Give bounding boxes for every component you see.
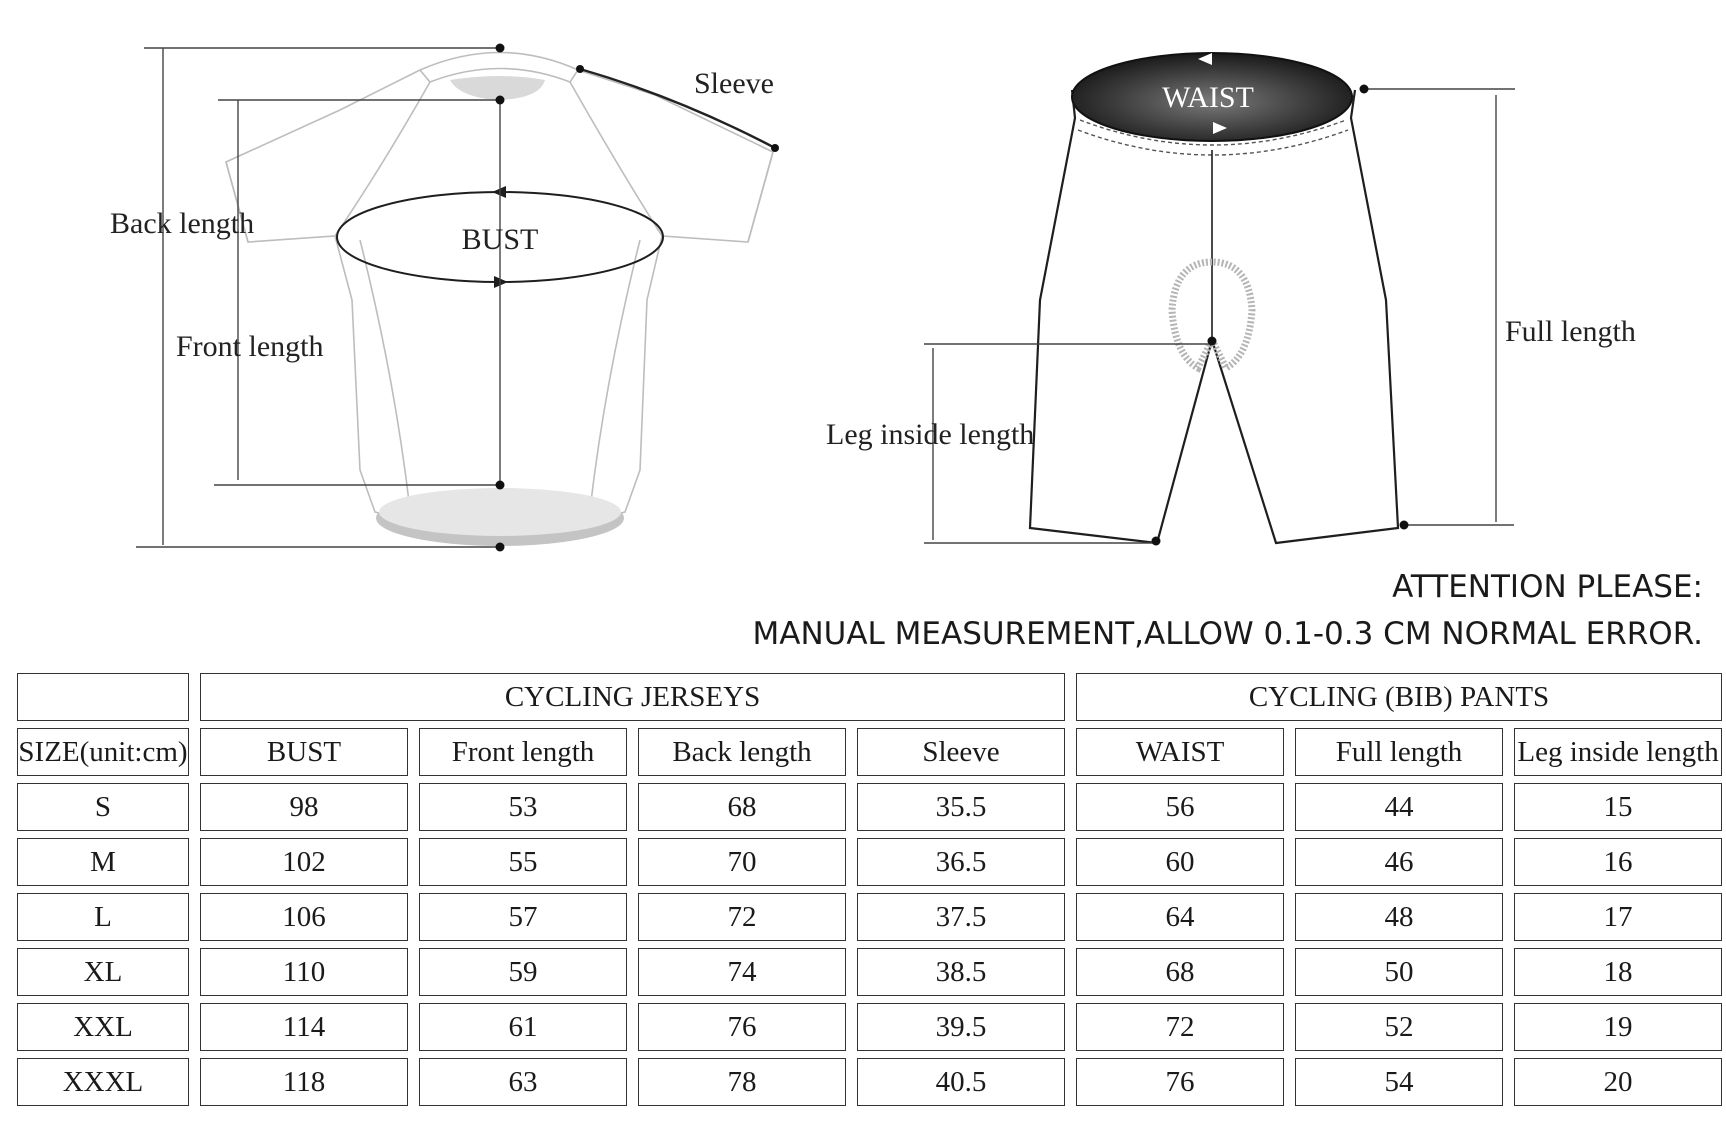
pants-measure-lines bbox=[924, 89, 1515, 543]
table-corner-cell bbox=[17, 673, 189, 721]
jersey-measure-points bbox=[496, 44, 780, 552]
table-cell: 37.5 bbox=[857, 893, 1065, 941]
table-cell: 78 bbox=[638, 1058, 846, 1106]
table-cell: 52 bbox=[1295, 1003, 1503, 1051]
table-cell: 72 bbox=[638, 893, 846, 941]
notice-body: MANUAL MEASUREMENT,ALLOW 0.1-0.3 CM NORMAL ERROR. bbox=[752, 616, 1703, 652]
table-cell: 17 bbox=[1514, 893, 1722, 941]
table-cell: 76 bbox=[638, 1003, 846, 1051]
table-cell: 16 bbox=[1514, 838, 1722, 886]
label-bust: BUST bbox=[461, 223, 539, 256]
table-cell: 60 bbox=[1076, 838, 1284, 886]
table-cell: 19 bbox=[1514, 1003, 1722, 1051]
table-cell: 55 bbox=[419, 838, 627, 886]
table-cell: 20 bbox=[1514, 1058, 1722, 1106]
table-cell: 56 bbox=[1076, 783, 1284, 831]
table-row bbox=[17, 948, 1722, 996]
group-header-pants: CYCLING (BIB) PANTS bbox=[1076, 673, 1722, 721]
column-header: Back length bbox=[638, 728, 846, 776]
column-header: Sleeve bbox=[857, 728, 1065, 776]
table-cell: 68 bbox=[638, 783, 846, 831]
table-cell: 38.5 bbox=[857, 948, 1065, 996]
label-back-length: Back length bbox=[110, 207, 255, 240]
table-cell: 59 bbox=[419, 948, 627, 996]
column-header: Full length bbox=[1295, 728, 1503, 776]
table-cell: XXXL bbox=[17, 1058, 189, 1106]
table-header-row bbox=[17, 728, 1722, 776]
table-cell: 102 bbox=[200, 838, 408, 886]
table-cell: 39.5 bbox=[857, 1003, 1065, 1051]
table-cell: 53 bbox=[419, 783, 627, 831]
table-cell: 54 bbox=[1295, 1058, 1503, 1106]
hem-ellipse-inner bbox=[379, 488, 621, 536]
table-cell: 15 bbox=[1514, 783, 1722, 831]
group-header-jerseys: CYCLING JERSEYS bbox=[200, 673, 1065, 721]
table-cell: 118 bbox=[200, 1058, 408, 1106]
label-leg-inside-length: Leg inside length bbox=[826, 418, 1035, 451]
column-header: BUST bbox=[200, 728, 408, 776]
table-row bbox=[17, 1058, 1722, 1106]
column-header: Leg inside length bbox=[1514, 728, 1722, 776]
table-cell: 57 bbox=[419, 893, 627, 941]
label-front-length: Front length bbox=[176, 330, 324, 363]
table-cell: 40.5 bbox=[857, 1058, 1065, 1106]
table-cell: L bbox=[17, 893, 189, 941]
table-cell: 76 bbox=[1076, 1058, 1284, 1106]
table-cell: 35.5 bbox=[857, 783, 1065, 831]
table-cell: 61 bbox=[419, 1003, 627, 1051]
column-header: WAIST bbox=[1076, 728, 1284, 776]
table-cell: 50 bbox=[1295, 948, 1503, 996]
label-sleeve: Sleeve bbox=[694, 67, 774, 100]
table-cell: S bbox=[17, 783, 189, 831]
table-cell: 63 bbox=[419, 1058, 627, 1106]
jersey-measure-lines bbox=[136, 48, 500, 547]
table-cell: 18 bbox=[1514, 948, 1722, 996]
label-full-length: Full length bbox=[1505, 315, 1636, 348]
notice-title: ATTENTION PLEASE: bbox=[1392, 569, 1703, 605]
table-cell: XXL bbox=[17, 1003, 189, 1051]
table-cell: 110 bbox=[200, 948, 408, 996]
table-cell: M bbox=[17, 838, 189, 886]
column-header: SIZE(unit:cm) bbox=[17, 728, 189, 776]
column-header: Front length bbox=[419, 728, 627, 776]
table-cell: 68 bbox=[1076, 948, 1284, 996]
table-cell: 36.5 bbox=[857, 838, 1065, 886]
table-cell: 46 bbox=[1295, 838, 1503, 886]
table-cell: 74 bbox=[638, 948, 846, 996]
table-cell: 48 bbox=[1295, 893, 1503, 941]
table-cell: 44 bbox=[1295, 783, 1503, 831]
label-waist: WAIST bbox=[1162, 81, 1254, 114]
table-row bbox=[17, 1003, 1722, 1051]
size-chart-table bbox=[6, 666, 1726, 1113]
table-cell: XL bbox=[17, 948, 189, 996]
table-cell: 64 bbox=[1076, 893, 1284, 941]
table-row bbox=[17, 838, 1722, 886]
bust-arrow-bottom bbox=[494, 276, 508, 288]
table-cell: 114 bbox=[200, 1003, 408, 1051]
pants-outline bbox=[1030, 90, 1398, 543]
table-cell: 72 bbox=[1076, 1003, 1284, 1051]
table-row bbox=[17, 893, 1722, 941]
table-cell: 70 bbox=[638, 838, 846, 886]
bust-arrow-top bbox=[492, 186, 506, 198]
table-cell: 98 bbox=[200, 783, 408, 831]
table-group-row bbox=[17, 673, 1722, 721]
table-cell: 106 bbox=[200, 893, 408, 941]
table-row bbox=[17, 783, 1722, 831]
